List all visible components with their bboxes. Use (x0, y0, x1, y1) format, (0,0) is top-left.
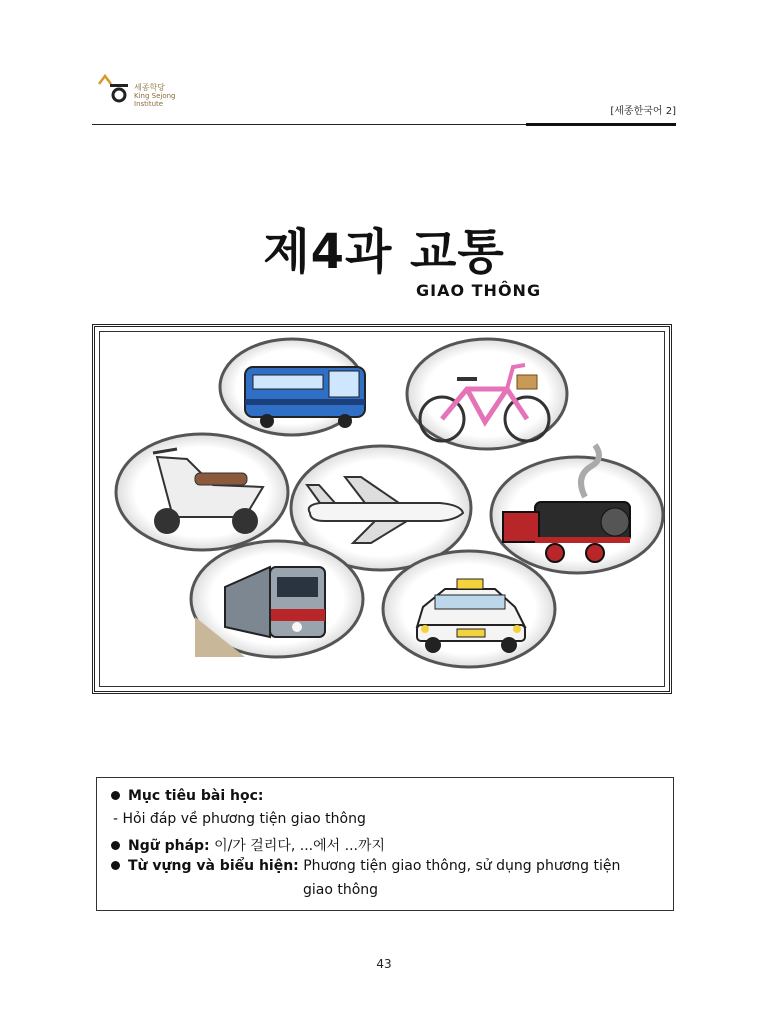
bus-icon (220, 339, 365, 435)
institute-logo (96, 70, 206, 116)
logo-korean: 세종학당 (134, 83, 165, 92)
page-number: 43 (376, 957, 392, 971)
lesson-subtitle: GIAO THÔNG (416, 281, 542, 300)
vocab-row (111, 858, 620, 874)
objective-detail: - Hỏi đáp về phương tiện giao thông (113, 811, 366, 827)
logo-text (134, 84, 176, 108)
header-rule-thick (526, 123, 676, 126)
taxi-icon (383, 551, 555, 667)
grammar-label: Ngữ pháp: (128, 838, 210, 854)
transport-illustration (92, 324, 672, 694)
vocab-text-continued: giao thông (303, 882, 379, 898)
vocab-label: Từ vựng và biểu hiện: (128, 858, 299, 874)
logo-mark-icon (96, 70, 130, 104)
subway-icon (191, 541, 363, 657)
bullet-icon (111, 791, 120, 800)
logo-line1: King Sejong (134, 92, 176, 100)
grammar-text: 이/가 걸리다, ...에서 ...까지 (214, 838, 386, 854)
steam-train-icon (491, 445, 663, 573)
vocab-text: Phương tiện giao thông, sử dụng phương tiện (303, 858, 621, 874)
transport-collage (95, 327, 669, 691)
bullet-icon (111, 841, 120, 850)
objective-label: Mục tiêu bài học: (128, 788, 264, 804)
lesson-objectives-box (96, 777, 674, 911)
bullet-icon (111, 861, 120, 870)
objective-row (111, 788, 264, 804)
series-label: [세종한국어 2] (610, 106, 676, 117)
scooter-icon (116, 434, 288, 550)
lesson-title: 제4과 교통 (263, 224, 505, 280)
bicycle-icon (407, 339, 567, 449)
logo-line2: Institute (134, 100, 164, 108)
grammar-row (111, 835, 385, 855)
